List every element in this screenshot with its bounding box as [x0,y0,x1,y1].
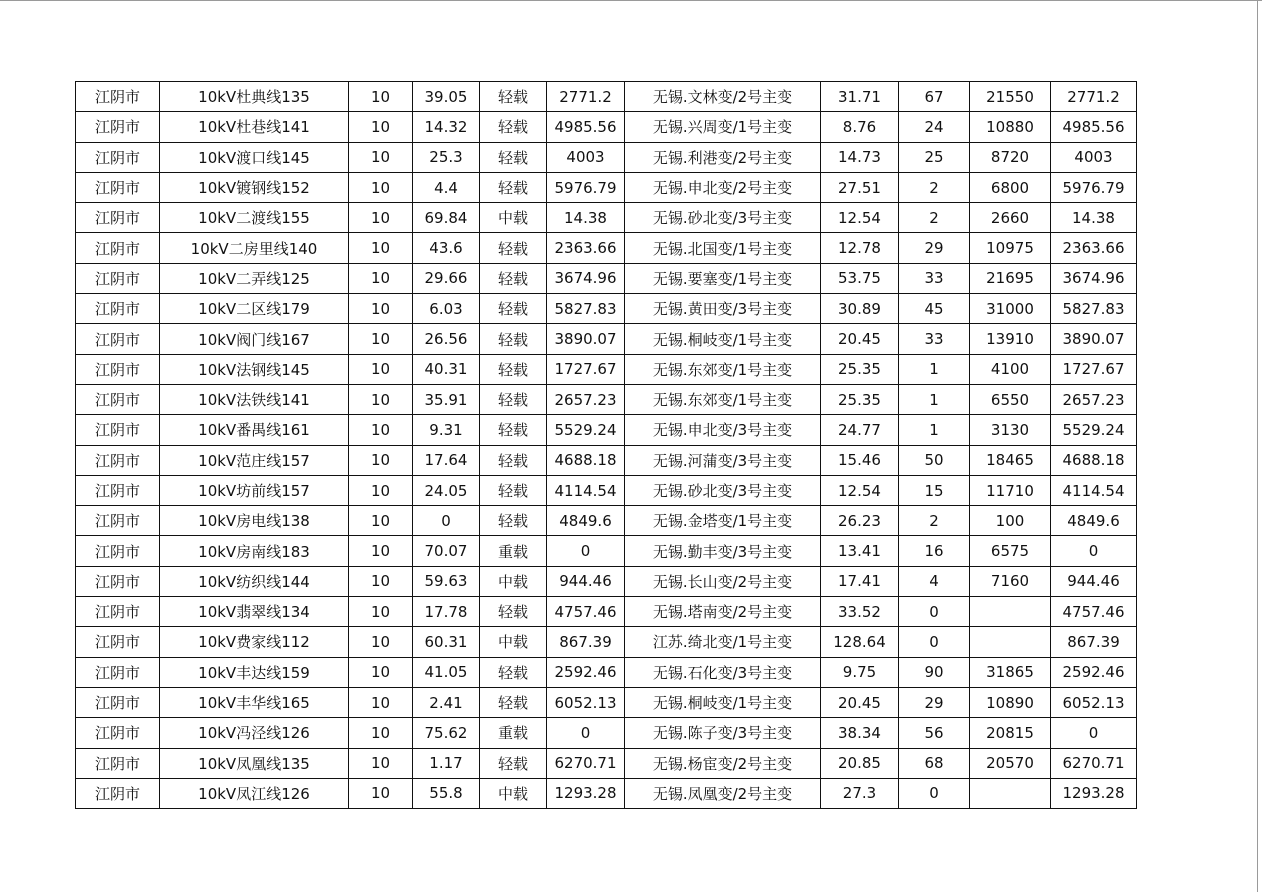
table-body [76,82,1137,809]
cell-remaining-capacity: 2363.66 [1051,233,1137,263]
cell-line-name: 10kV凤江线126 [160,778,349,808]
cell-user-count: 1 [899,384,970,414]
cell-load-status: 中载 [480,203,547,233]
cell-load-rate: 35.91 [413,384,480,414]
cell-user-count: 2 [899,172,970,202]
cell-voltage: 10 [349,778,413,808]
cell-installed-capacity: 3130 [970,415,1051,445]
cell-user-count: 56 [899,718,970,748]
cell-voltage: 10 [349,506,413,536]
cell-line-name: 10kV二房里线140 [160,233,349,263]
cell-voltage: 10 [349,233,413,263]
cell-line-name: 10kV法钢线145 [160,354,349,384]
cell-installed-capacity [970,597,1051,627]
cell-load-status: 轻载 [480,506,547,536]
cell-load-status: 重载 [480,536,547,566]
cell-user-count: 50 [899,445,970,475]
cell-transformer-load-rate: 14.73 [821,142,899,172]
cell-load-status: 轻载 [480,415,547,445]
cell-available-capacity: 5976.79 [547,172,625,202]
table-row [76,172,1137,202]
cell-line-name: 10kV丰华线165 [160,687,349,717]
cell-transformer-load-rate: 30.89 [821,294,899,324]
cell-city: 江阴市 [76,657,160,687]
cell-city: 江阴市 [76,445,160,475]
table-row [76,657,1137,687]
cell-available-capacity: 3674.96 [547,263,625,293]
cell-load-status: 轻载 [480,233,547,263]
cell-line-name: 10kV二弄线125 [160,263,349,293]
cell-user-count: 25 [899,142,970,172]
cell-transformer: 无锡.申北变/2号主变 [625,172,821,202]
cell-load-rate: 60.31 [413,627,480,657]
cell-available-capacity: 4849.6 [547,506,625,536]
table-row [76,475,1137,505]
cell-transformer-load-rate: 8.76 [821,112,899,142]
cell-city: 江阴市 [76,82,160,112]
cell-transformer: 无锡.砂北变/3号主变 [625,475,821,505]
cell-remaining-capacity: 5827.83 [1051,294,1137,324]
cell-load-rate: 6.03 [413,294,480,324]
cell-load-rate: 75.62 [413,718,480,748]
cell-load-status: 重载 [480,718,547,748]
cell-remaining-capacity: 4114.54 [1051,475,1137,505]
cell-load-rate: 59.63 [413,566,480,596]
cell-transformer-load-rate: 20.45 [821,687,899,717]
cell-user-count: 15 [899,475,970,505]
cell-transformer-load-rate: 25.35 [821,384,899,414]
cell-available-capacity: 1727.67 [547,354,625,384]
cell-transformer-load-rate: 25.35 [821,354,899,384]
cell-load-status: 轻载 [480,142,547,172]
cell-remaining-capacity: 0 [1051,536,1137,566]
cell-user-count: 2 [899,203,970,233]
table-row [76,778,1137,808]
cell-installed-capacity: 18465 [970,445,1051,475]
cell-voltage: 10 [349,324,413,354]
cell-transformer-load-rate: 33.52 [821,597,899,627]
cell-city: 江阴市 [76,506,160,536]
cell-available-capacity: 0 [547,536,625,566]
cell-remaining-capacity: 944.46 [1051,566,1137,596]
cell-city: 江阴市 [76,172,160,202]
cell-line-name: 10kV房电线138 [160,506,349,536]
cell-remaining-capacity: 4985.56 [1051,112,1137,142]
cell-available-capacity: 2657.23 [547,384,625,414]
cell-load-rate: 2.41 [413,687,480,717]
cell-load-status: 轻载 [480,82,547,112]
table-row [76,112,1137,142]
cell-installed-capacity [970,627,1051,657]
cell-city: 江阴市 [76,415,160,445]
table-row [76,597,1137,627]
cell-installed-capacity: 31000 [970,294,1051,324]
cell-voltage: 10 [349,112,413,142]
cell-installed-capacity: 10880 [970,112,1051,142]
cell-load-rate: 39.05 [413,82,480,112]
cell-line-name: 10kV范庄线157 [160,445,349,475]
cell-city: 江阴市 [76,263,160,293]
cell-transformer: 无锡.东郊变/1号主变 [625,384,821,414]
cell-transformer: 无锡.勤丰变/3号主变 [625,536,821,566]
cell-voltage: 10 [349,263,413,293]
cell-voltage: 10 [349,384,413,414]
cell-city: 江阴市 [76,384,160,414]
cell-remaining-capacity: 6270.71 [1051,748,1137,778]
cell-user-count: 0 [899,597,970,627]
cell-user-count: 90 [899,657,970,687]
cell-available-capacity: 4985.56 [547,112,625,142]
cell-line-name: 10kV阀门线167 [160,324,349,354]
cell-user-count: 1 [899,354,970,384]
cell-voltage: 10 [349,748,413,778]
cell-transformer: 无锡.金塔变/1号主变 [625,506,821,536]
cell-user-count: 29 [899,233,970,263]
cell-load-status: 轻载 [480,172,547,202]
cell-user-count: 1 [899,415,970,445]
cell-line-name: 10kV坊前线157 [160,475,349,505]
cell-transformer-load-rate: 17.41 [821,566,899,596]
cell-transformer: 无锡.文林变/2号主变 [625,82,821,112]
cell-voltage: 10 [349,657,413,687]
cell-city: 江阴市 [76,778,160,808]
table-row [76,748,1137,778]
cell-available-capacity: 1293.28 [547,778,625,808]
cell-transformer: 无锡.利港变/2号主变 [625,142,821,172]
cell-available-capacity: 3890.07 [547,324,625,354]
cell-load-rate: 40.31 [413,354,480,384]
cell-line-name: 10kV法铁线141 [160,384,349,414]
cell-load-rate: 55.8 [413,778,480,808]
cell-installed-capacity: 2660 [970,203,1051,233]
cell-city: 江阴市 [76,294,160,324]
cell-installed-capacity: 31865 [970,657,1051,687]
cell-installed-capacity: 6800 [970,172,1051,202]
cell-load-status: 轻载 [480,597,547,627]
table-row [76,627,1137,657]
cell-available-capacity: 5529.24 [547,415,625,445]
cell-available-capacity: 4114.54 [547,475,625,505]
cell-line-name: 10kV冯泾线126 [160,718,349,748]
cell-remaining-capacity: 1727.67 [1051,354,1137,384]
cell-user-count: 67 [899,82,970,112]
cell-transformer: 无锡.凤凰变/2号主变 [625,778,821,808]
table-row [76,687,1137,717]
cell-installed-capacity [970,778,1051,808]
cell-installed-capacity: 4100 [970,354,1051,384]
cell-load-rate: 43.6 [413,233,480,263]
cell-installed-capacity: 7160 [970,566,1051,596]
cell-voltage: 10 [349,172,413,202]
table-row [76,294,1137,324]
cell-voltage: 10 [349,415,413,445]
cell-installed-capacity: 100 [970,506,1051,536]
cell-installed-capacity: 20570 [970,748,1051,778]
cell-installed-capacity: 6575 [970,536,1051,566]
cell-transformer: 无锡.申北变/3号主变 [625,415,821,445]
cell-load-status: 轻载 [480,324,547,354]
feeder-load-table [75,81,1137,809]
cell-transformer: 无锡.北国变/1号主变 [625,233,821,263]
cell-available-capacity: 4757.46 [547,597,625,627]
cell-load-rate: 4.4 [413,172,480,202]
cell-installed-capacity: 21695 [970,263,1051,293]
cell-remaining-capacity: 1293.28 [1051,778,1137,808]
cell-transformer: 无锡.陈子变/3号主变 [625,718,821,748]
cell-line-name: 10kV凤凰线135 [160,748,349,778]
cell-voltage: 10 [349,475,413,505]
cell-transformer-load-rate: 20.45 [821,324,899,354]
cell-transformer: 无锡.长山变/2号主变 [625,566,821,596]
cell-load-rate: 24.05 [413,475,480,505]
cell-line-name: 10kV番禺线161 [160,415,349,445]
cell-installed-capacity: 20815 [970,718,1051,748]
cell-line-name: 10kV费家线112 [160,627,349,657]
table-row [76,415,1137,445]
cell-remaining-capacity: 5529.24 [1051,415,1137,445]
cell-transformer: 无锡.桐岐变/1号主变 [625,687,821,717]
cell-available-capacity: 944.46 [547,566,625,596]
cell-voltage: 10 [349,445,413,475]
cell-voltage: 10 [349,536,413,566]
cell-load-rate: 17.64 [413,445,480,475]
cell-available-capacity: 2771.2 [547,82,625,112]
cell-available-capacity: 4688.18 [547,445,625,475]
cell-load-status: 轻载 [480,445,547,475]
cell-available-capacity: 5827.83 [547,294,625,324]
cell-voltage: 10 [349,687,413,717]
cell-available-capacity: 2592.46 [547,657,625,687]
cell-transformer-load-rate: 31.71 [821,82,899,112]
cell-user-count: 68 [899,748,970,778]
cell-load-status: 轻载 [480,687,547,717]
cell-voltage: 10 [349,82,413,112]
cell-load-rate: 70.07 [413,536,480,566]
cell-load-rate: 14.32 [413,112,480,142]
cell-transformer: 无锡.要塞变/1号主变 [625,263,821,293]
cell-installed-capacity: 10975 [970,233,1051,263]
cell-user-count: 4 [899,566,970,596]
table-row [76,324,1137,354]
cell-available-capacity: 6270.71 [547,748,625,778]
cell-transformer-load-rate: 20.85 [821,748,899,778]
cell-city: 江阴市 [76,142,160,172]
page-top-border [0,0,1262,1]
cell-user-count: 45 [899,294,970,324]
table-row [76,718,1137,748]
cell-load-rate: 9.31 [413,415,480,445]
cell-transformer-load-rate: 13.41 [821,536,899,566]
cell-load-rate: 69.84 [413,203,480,233]
cell-remaining-capacity: 867.39 [1051,627,1137,657]
cell-installed-capacity: 10890 [970,687,1051,717]
cell-transformer: 无锡.河蒲变/3号主变 [625,445,821,475]
page-right-border [1257,0,1258,892]
cell-voltage: 10 [349,354,413,384]
cell-load-status: 中载 [480,627,547,657]
cell-user-count: 0 [899,778,970,808]
cell-line-name: 10kV镀钢线152 [160,172,349,202]
cell-city: 江阴市 [76,354,160,384]
cell-voltage: 10 [349,597,413,627]
cell-remaining-capacity: 2592.46 [1051,657,1137,687]
cell-load-status: 轻载 [480,748,547,778]
cell-line-name: 10kV杜巷线141 [160,112,349,142]
cell-user-count: 33 [899,324,970,354]
cell-remaining-capacity: 3674.96 [1051,263,1137,293]
cell-remaining-capacity: 5976.79 [1051,172,1137,202]
cell-available-capacity: 0 [547,718,625,748]
cell-city: 江阴市 [76,748,160,778]
cell-load-status: 轻载 [480,263,547,293]
cell-transformer: 无锡.黄田变/3号主变 [625,294,821,324]
cell-city: 江阴市 [76,536,160,566]
cell-transformer: 无锡.砂北变/3号主变 [625,203,821,233]
cell-transformer-load-rate: 27.51 [821,172,899,202]
cell-transformer-load-rate: 12.54 [821,475,899,505]
cell-installed-capacity: 21550 [970,82,1051,112]
cell-transformer: 无锡.兴周变/1号主变 [625,112,821,142]
table-row [76,203,1137,233]
cell-remaining-capacity: 4003 [1051,142,1137,172]
cell-transformer-load-rate: 53.75 [821,263,899,293]
cell-line-name: 10kV丰达线159 [160,657,349,687]
cell-load-status: 轻载 [480,354,547,384]
cell-load-status: 轻载 [480,294,547,324]
cell-transformer-load-rate: 38.34 [821,718,899,748]
cell-voltage: 10 [349,203,413,233]
cell-available-capacity: 4003 [547,142,625,172]
cell-load-rate: 17.78 [413,597,480,627]
cell-transformer: 无锡.杨宦变/2号主变 [625,748,821,778]
cell-transformer-load-rate: 24.77 [821,415,899,445]
cell-remaining-capacity: 2657.23 [1051,384,1137,414]
cell-transformer: 无锡.桐岐变/1号主变 [625,324,821,354]
cell-load-status: 中载 [480,778,547,808]
cell-load-status: 轻载 [480,112,547,142]
cell-city: 江阴市 [76,627,160,657]
cell-installed-capacity: 11710 [970,475,1051,505]
cell-transformer: 江苏.绮北变/1号主变 [625,627,821,657]
table-row [76,263,1137,293]
cell-remaining-capacity: 14.38 [1051,203,1137,233]
cell-user-count: 2 [899,506,970,536]
cell-transformer-load-rate: 12.54 [821,203,899,233]
cell-load-rate: 1.17 [413,748,480,778]
cell-load-rate: 29.66 [413,263,480,293]
cell-installed-capacity: 6550 [970,384,1051,414]
cell-remaining-capacity: 0 [1051,718,1137,748]
cell-load-rate: 41.05 [413,657,480,687]
cell-user-count: 29 [899,687,970,717]
cell-voltage: 10 [349,294,413,324]
cell-voltage: 10 [349,142,413,172]
cell-user-count: 24 [899,112,970,142]
cell-user-count: 0 [899,627,970,657]
cell-transformer-load-rate: 9.75 [821,657,899,687]
cell-installed-capacity: 8720 [970,142,1051,172]
cell-load-rate: 26.56 [413,324,480,354]
table-row [76,82,1137,112]
cell-voltage: 10 [349,718,413,748]
cell-remaining-capacity: 2771.2 [1051,82,1137,112]
cell-line-name: 10kV纺织线144 [160,566,349,596]
cell-load-status: 轻载 [480,657,547,687]
cell-city: 江阴市 [76,718,160,748]
cell-transformer-load-rate: 15.46 [821,445,899,475]
cell-line-name: 10kV杜典线135 [160,82,349,112]
cell-remaining-capacity: 6052.13 [1051,687,1137,717]
cell-transformer-load-rate: 128.64 [821,627,899,657]
table-row [76,142,1137,172]
cell-voltage: 10 [349,566,413,596]
cell-user-count: 33 [899,263,970,293]
cell-available-capacity: 6052.13 [547,687,625,717]
cell-available-capacity: 14.38 [547,203,625,233]
cell-line-name: 10kV渡口线145 [160,142,349,172]
cell-installed-capacity: 13910 [970,324,1051,354]
cell-city: 江阴市 [76,687,160,717]
cell-available-capacity: 2363.66 [547,233,625,263]
cell-city: 江阴市 [76,233,160,263]
cell-load-rate: 0 [413,506,480,536]
cell-voltage: 10 [349,627,413,657]
cell-city: 江阴市 [76,566,160,596]
cell-transformer: 无锡.东郊变/1号主变 [625,354,821,384]
cell-transformer-load-rate: 26.23 [821,506,899,536]
cell-city: 江阴市 [76,112,160,142]
cell-line-name: 10kV房南线183 [160,536,349,566]
cell-line-name: 10kV二渡线155 [160,203,349,233]
cell-available-capacity: 867.39 [547,627,625,657]
cell-transformer: 无锡.塔南变/2号主变 [625,597,821,627]
table-row [76,536,1137,566]
table-row [76,566,1137,596]
cell-user-count: 16 [899,536,970,566]
table-row [76,506,1137,536]
table-row [76,233,1137,263]
cell-load-status: 中载 [480,566,547,596]
cell-city: 江阴市 [76,324,160,354]
cell-transformer-load-rate: 27.3 [821,778,899,808]
cell-line-name: 10kV翡翠线134 [160,597,349,627]
table-row [76,354,1137,384]
cell-line-name: 10kV二区线179 [160,294,349,324]
cell-load-status: 轻载 [480,475,547,505]
cell-transformer: 无锡.石化变/3号主变 [625,657,821,687]
cell-city: 江阴市 [76,203,160,233]
table-row [76,445,1137,475]
cell-transformer-load-rate: 12.78 [821,233,899,263]
cell-city: 江阴市 [76,475,160,505]
cell-remaining-capacity: 4757.46 [1051,597,1137,627]
cell-city: 江阴市 [76,597,160,627]
cell-load-status: 轻载 [480,384,547,414]
cell-remaining-capacity: 4688.18 [1051,445,1137,475]
table-row [76,384,1137,414]
cell-remaining-capacity: 4849.6 [1051,506,1137,536]
cell-load-rate: 25.3 [413,142,480,172]
cell-remaining-capacity: 3890.07 [1051,324,1137,354]
